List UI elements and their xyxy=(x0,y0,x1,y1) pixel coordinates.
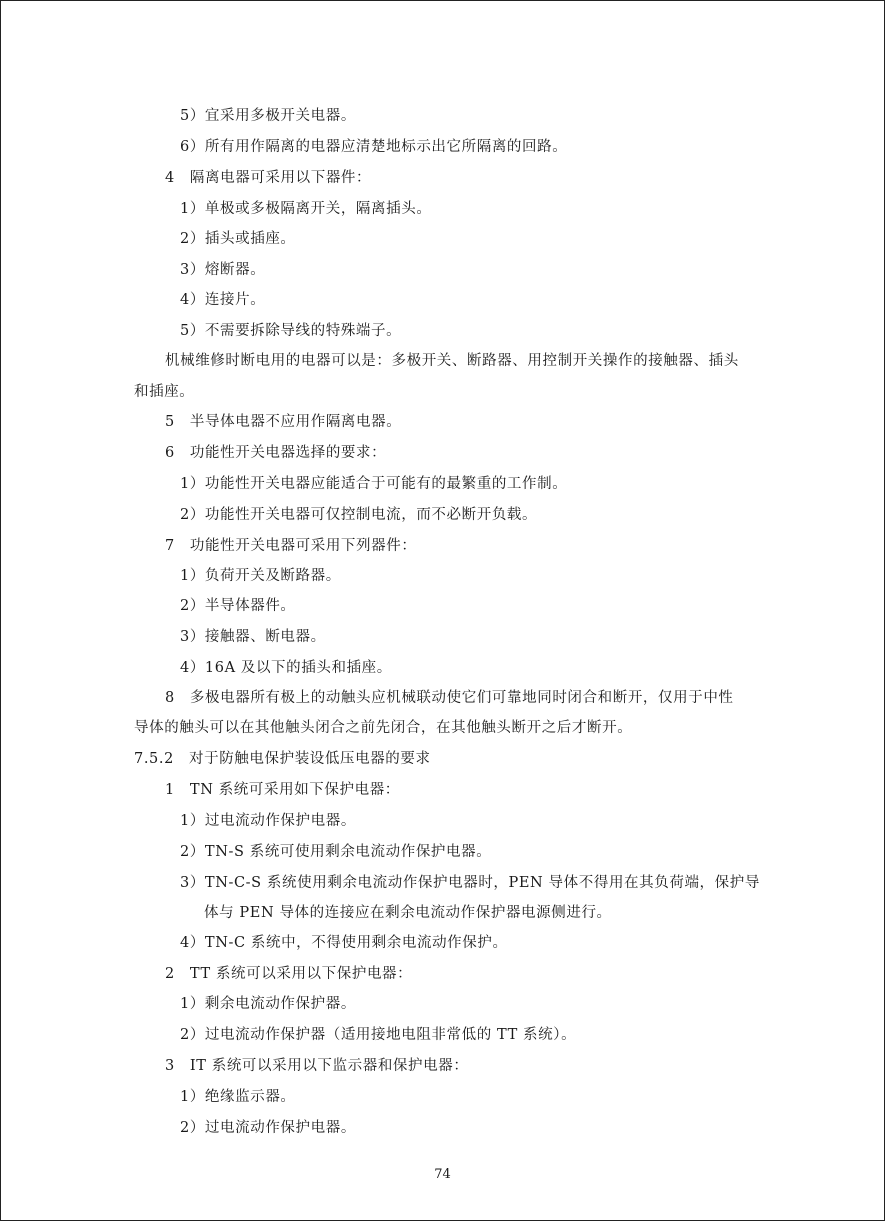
clause-item: 7 功能性开关电器可采用下列器件： xyxy=(165,538,417,554)
list-item: 2）过电流动作保护器（适用接地电阻非常低的 TT 系统）。 xyxy=(180,1027,577,1043)
list-item: 2）半导体器件。 xyxy=(180,598,296,614)
list-item: 1）功能性开关电器应能适合于可能有的最繁重的工作制。 xyxy=(180,476,568,492)
clause-item: 4 隔离电器可采用以下器件： xyxy=(165,170,372,186)
list-item: 2）功能性开关电器可仅控制电流，而不必断开负载。 xyxy=(180,507,538,523)
clause-item: 6 功能性开关电器选择的要求： xyxy=(165,445,387,461)
paragraph-line: 机械维修时断电用的电器可以是：多极开关、断路器、用控制开关操作的接触器、插头 xyxy=(165,353,739,369)
section-heading: 7.5.2 对于防触电保护装设低压电器的要求 xyxy=(134,751,431,767)
list-item: 5）不需要拆除导线的特殊端子。 xyxy=(180,323,402,339)
list-item: 1）剩余电流动作保护器。 xyxy=(180,996,356,1012)
list-item: 2）过电流动作保护电器。 xyxy=(180,1120,356,1136)
list-item: 2）TN-S 系统可使用剩余电流动作保护电器。 xyxy=(180,844,492,860)
list-item: 3）TN-C-S 系统使用剩余电流动作保护电器时，PEN 导体不得用在其负荷端，保护导 xyxy=(180,875,760,891)
clause-item: 5 半导体电器不应用作隔离电器。 xyxy=(165,414,402,430)
list-item: 2）插头或插座。 xyxy=(180,231,296,247)
paragraph-line: 和插座。 xyxy=(134,384,195,400)
clause-item: 2 TT 系统可以采用以下保护电器： xyxy=(165,966,413,982)
list-item: 1）单极或多极隔离开关，隔离插头。 xyxy=(180,201,432,217)
page-number: 74 xyxy=(434,1167,451,1182)
list-item: 1）绝缘监示器。 xyxy=(180,1089,296,1105)
clause-item: 3 IT 系统可以采用以下监示器和保护电器： xyxy=(165,1058,469,1074)
list-item: 4）连接片。 xyxy=(180,292,266,308)
list-item: 4）16A 及以下的插头和插座。 xyxy=(180,660,392,676)
list-item: 3）熔断器。 xyxy=(180,262,266,278)
paragraph-line: 8 多极电器所有极上的动触头应机械联动使它们可靠地同时闭合和断开，仅用于中性 xyxy=(165,690,734,706)
list-item: 6）所有用作隔离的电器应清楚地标示出它所隔离的回路。 xyxy=(180,139,568,155)
clause-item: 1 TN 系统可采用如下保护电器： xyxy=(165,782,400,798)
list-item-continuation: 体与 PEN 导体的连接应在剩余电流动作保护器电源侧进行。 xyxy=(204,905,612,921)
list-item: 5）宜采用多极开关电器。 xyxy=(180,108,356,124)
paragraph-line: 导体的触头可以在其他触头闭合之前先闭合，在其他触头断开之后才断开。 xyxy=(134,720,633,736)
list-item: 1）过电流动作保护电器。 xyxy=(180,813,356,829)
list-item: 4）TN-C 系统中，不得使用剩余电流动作保护。 xyxy=(180,935,508,951)
list-item: 1）负荷开关及断路器。 xyxy=(180,568,341,584)
list-item: 3）接触器、断电器。 xyxy=(180,629,326,645)
